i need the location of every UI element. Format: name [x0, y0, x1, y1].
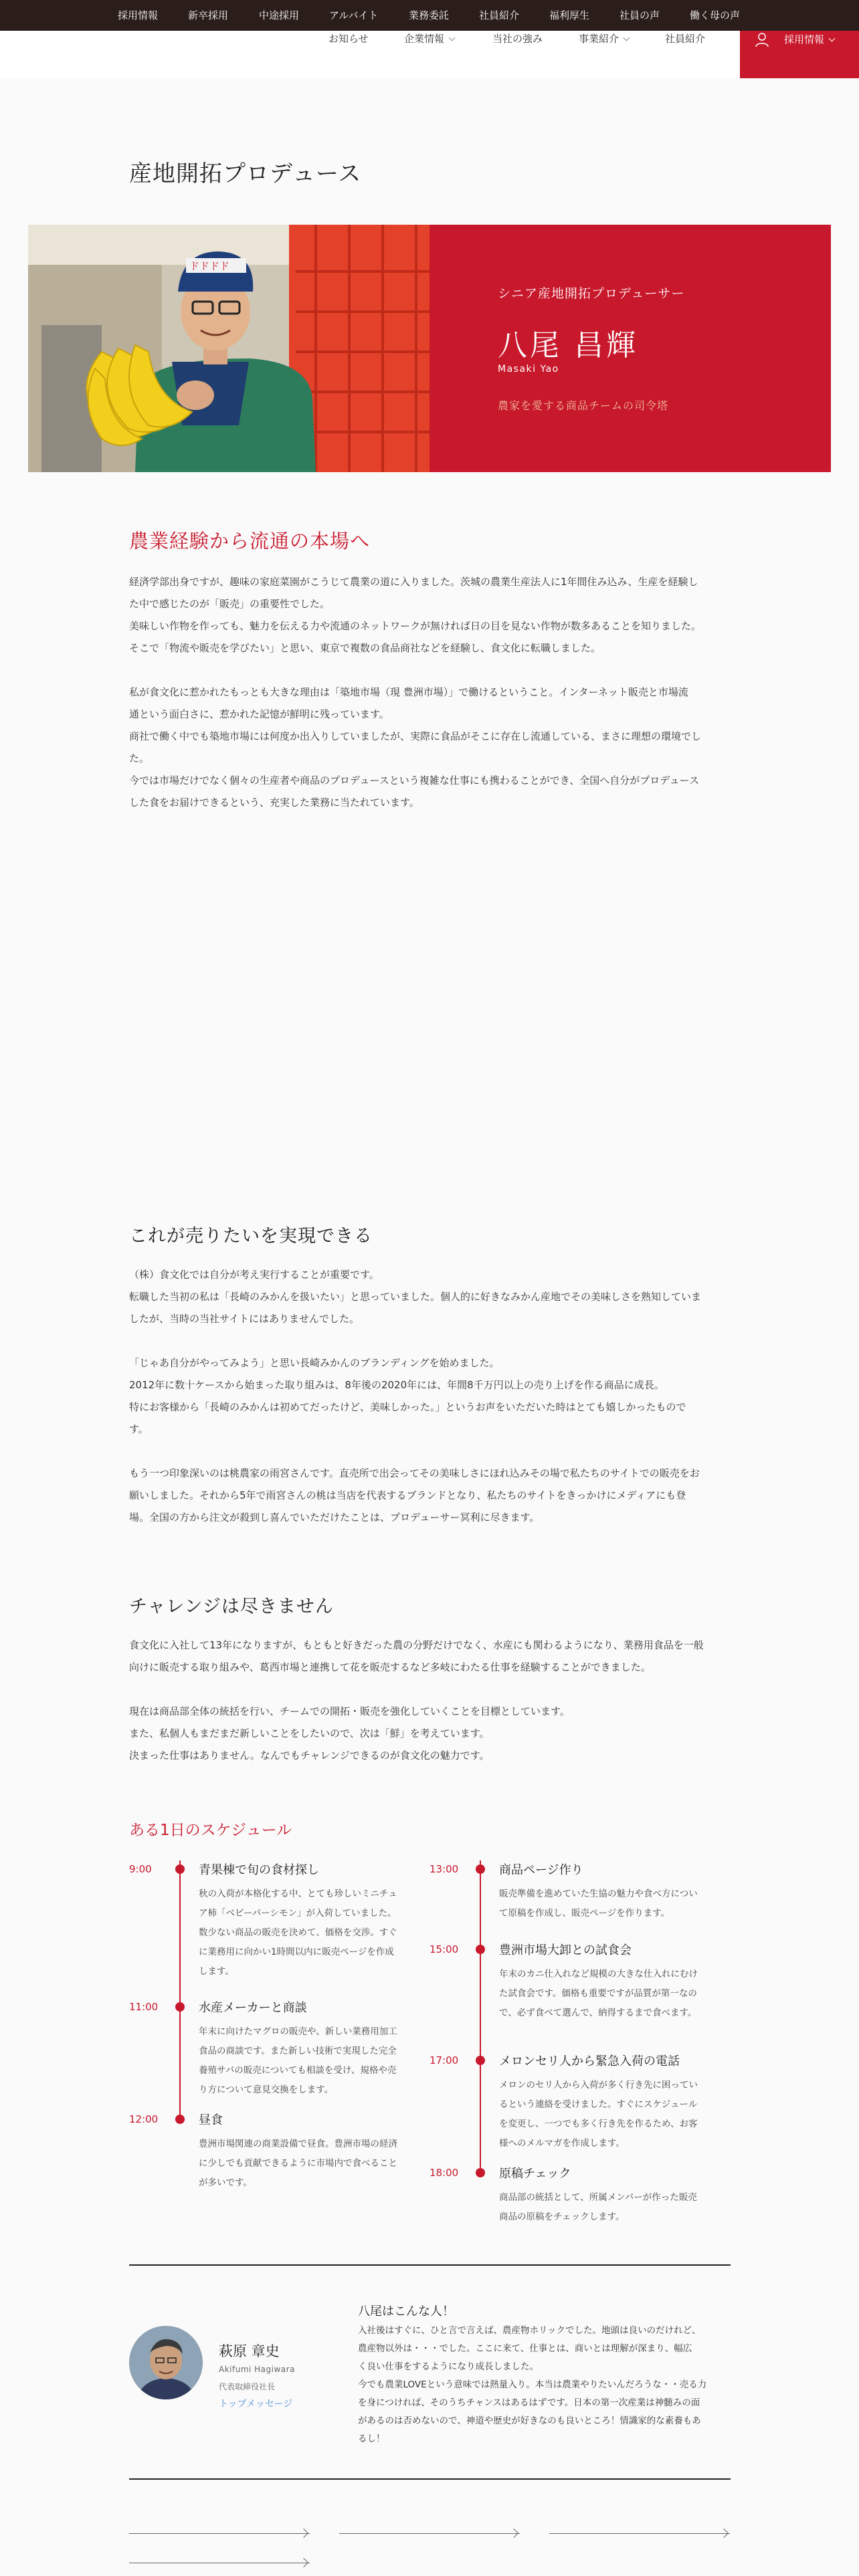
- schedule-description: 販売準備を進めていた生協の魅力や食べ方について原稿を作成し、販売ページを作ります。: [499, 1889, 698, 1919]
- schedule-heading-item: 水産メーカーと商談: [199, 2001, 307, 2015]
- recruit-info-button[interactable]: 採用情報: [740, 31, 859, 78]
- schedule-time: 15:00: [430, 1943, 459, 1955]
- top-nav-item[interactable]: 業務委託: [409, 9, 450, 21]
- body-line: 商社で働く中でも築地市場には何度か出入りしていましたが、実際に食品がそこに存在し流通している、まさに理想の環境でし: [129, 730, 702, 742]
- timeline-dot: [476, 1945, 485, 1954]
- schedule-heading-item: 青果棟で旬の食材探し: [199, 1863, 319, 1877]
- page-title: 産地開拓プロデュース: [129, 160, 362, 187]
- message-line: く良い仕事をするようになり成長しました。: [358, 2361, 539, 2372]
- sub-nav-company[interactable]: 企業情報: [404, 31, 454, 47]
- section-heading: これが売りたいを実現できる: [129, 1226, 373, 1247]
- schedule-heading-item: メロンセリ人から緊急入荷の電話: [499, 2054, 680, 2068]
- section-heading: 農業経験から流通の本場へ: [129, 530, 371, 552]
- body-line: また、私個人もまだまだ新しいことをしたいので、次は「鮮」を考えています。: [129, 1727, 490, 1739]
- hero-illustration: [28, 225, 430, 472]
- schedule-description: 年末に向けたマグロの販売や、新しい業務用加工食品の商談です。また新しい技術で実現した完全養殖サバの販売についても相談を受け、規格や売り方について意見交換をします。: [199, 2026, 397, 2095]
- sub-nav-business[interactable]: 事業紹介: [579, 31, 629, 47]
- schedule-time: 13:00: [430, 1863, 459, 1875]
- timeline-dot: [175, 1864, 185, 1874]
- timeline-dot: [476, 2056, 485, 2065]
- site-header: [0, 0, 859, 78]
- related-link[interactable]: [129, 2533, 310, 2535]
- body-line: したが、当時の当社サイトにはありませんでした。: [129, 1313, 359, 1325]
- body-line: 2012年に数十ケースから始まった取り組みは、8年後の2020年には、年間8千万円以上の売り上げを作る商品に成長。: [129, 1379, 664, 1391]
- top-nav-item[interactable]: 中途採用: [259, 9, 300, 21]
- profile-position: 代表取締役社長: [219, 2382, 276, 2391]
- hero-roman-name: Masaki Yao: [498, 364, 559, 374]
- top-nav-item[interactable]: 採用情報: [118, 9, 159, 21]
- schedule-description: メロンのセリ人から入荷が多く行き先に困っているという連絡を受けました。すぐにスケジュールを変更し、一つでも多く行き先を作るため、お客様へのメルマガを作成します。: [499, 2080, 698, 2149]
- chevron-down-icon: [449, 35, 456, 41]
- body-line: 「じゃあ自分がやってみよう」と思い長崎みかんのブランディングを始めました。: [129, 1357, 500, 1369]
- body-line: した食をお届けできるという、充実した業務に当たれています。: [129, 796, 419, 809]
- hero-tagline: 農家を愛する商品チームの司令塔: [498, 399, 669, 412]
- body-line: た。: [129, 752, 150, 764]
- divider: [129, 2478, 731, 2480]
- top-nav-item[interactable]: 社員の声: [619, 9, 660, 21]
- profile-name: 萩原 章史: [219, 2343, 280, 2359]
- top-nav-item[interactable]: 新卒採用: [188, 9, 229, 21]
- schedule-heading-item: 原稿チェック: [499, 2167, 571, 2181]
- body-line: た中で感じたのが「販売」の重要性でした。: [129, 598, 330, 610]
- message-line: 農産物以外は・・・でした。ここに来て、仕事とは、商いとは理解が深まり、幅広: [358, 2343, 692, 2354]
- sub-nav-strength[interactable]: 当社の強み: [492, 33, 543, 45]
- hero-panel: [430, 225, 831, 472]
- divider: [129, 2264, 731, 2266]
- hero-photo: [28, 225, 430, 472]
- chevron-right-icon: [299, 2529, 308, 2538]
- sub-nav-news[interactable]: お知らせ: [328, 33, 369, 45]
- svg-text:ドドドド: ドドドド: [189, 260, 230, 272]
- top-nav-item[interactable]: アルバイト: [329, 9, 379, 21]
- body-line: 経済学部出身ですが、趣味の家庭菜園がこうじて農業の道に入りました。茨城の農業生産法人に1年間住み込み、生産を経験し: [129, 576, 698, 588]
- schedule-heading-item: 商品ページ作り: [499, 1863, 583, 1877]
- body-line: 願いしました。それから5年で雨宮さんの桃は当店を代表するブランドとなり、私たちのサイトをきっかけにメディアにも登: [129, 1489, 686, 1501]
- body-line: 特にお客様から「長崎のみかんは初めてだったけど、美味しかった。」というお声をいただいた時はとても嬉しかったもので: [129, 1401, 686, 1413]
- body-line: 決まった仕事はありません。なんでもチャレンジできるのが食文化の魅力です。: [129, 1749, 490, 1761]
- message-heading: 八尾はこんな人！: [358, 2304, 454, 2319]
- schedule-description: 年末のカニ仕入れなど規模の大きな仕入れにむけた試食会です。価格も重要ですが品質が第一なので、必ず食べて選んで、納得するまで食べます。: [499, 1969, 698, 2018]
- schedule-right-column: [430, 1860, 710, 2222]
- top-nav-item[interactable]: 社員紹介: [479, 9, 520, 21]
- body-line: 通という面白さに、惹かれた記憶が鮮明に残っています。: [129, 708, 389, 720]
- timeline-dot: [476, 2168, 485, 2177]
- related-link[interactable]: [339, 2533, 520, 2535]
- body-line: そこで「物流や販売を学びたい」と思い、東京で複数の食品商社などを経験し、食文化に転職しました。: [129, 642, 601, 654]
- hero-name: 八尾 昌輝: [498, 328, 638, 362]
- top-nav-item[interactable]: 福利厚生: [549, 9, 590, 21]
- schedule-description: 商品部の統括として、所属メンバーが作った販売商品の原稿をチェックします。: [499, 2192, 697, 2222]
- chevron-right-icon: [299, 2558, 308, 2567]
- body-line: 場。全国の方から注文が殺到し喜んでいただけたことは、プロデューサー冥利に尽きます。: [129, 1511, 540, 1523]
- avatar-portrait: [129, 2326, 203, 2399]
- body-line: 美味しい作物を作っても、魅力を伝える力や流通のネットワークが無ければ日の目を見ない作物が数多あることを知りました。: [129, 620, 702, 632]
- top-nav-item[interactable]: 働く母の声: [690, 9, 741, 21]
- related-link[interactable]: [129, 2563, 310, 2564]
- message-line: を身につければ、そのうちチャンスはあるはずです。日本の第一次産業は神髄みの面: [358, 2397, 700, 2408]
- body-line: 今では市場だけでなく個々の生産者や商品のプロデュースという複雑な仕事にも携わることができ、全国へ自分がプロデュース: [129, 774, 700, 786]
- timeline-line: [480, 1860, 481, 2168]
- message-line: 今でも農業LOVEという意味では熱量入り。本当は農業やりたいんだろうな・・売る力: [358, 2379, 707, 2390]
- schedule-time: 12:00: [129, 2113, 159, 2125]
- body-line: 私が食文化に惹かれたもっとも大きな理由は「築地市場（現 豊洲市場）」で働けるということ。インターネット販売と市場流: [129, 686, 688, 698]
- chevron-down-icon: [624, 35, 630, 41]
- section-body: [129, 1634, 731, 1767]
- body-line: 転職した当初の私は「長崎のみかんを扱いたい」と思っていました。個人的に好きなみかん産地でその美味しさを熟知していま: [129, 1291, 702, 1303]
- timeline-line: [179, 1860, 181, 2115]
- message-line: があるのは否めないので、神道や歴史が好きなのも良いところ！情識家的な素養もあ: [358, 2416, 701, 2426]
- message-line: 入社後はすぐに、ひと言で言えば、農産物ホリックでした。地頭は良いのだけれど、: [358, 2325, 701, 2336]
- message-body: [358, 2322, 731, 2448]
- body-line: 向けに販売する取り組みや、葛西市場と連携して花を販売するなど多岐にわたる仕事を経験することができました。: [129, 1661, 651, 1673]
- top-message-link[interactable]: トップメッセージ: [219, 2399, 293, 2409]
- schedule-heading-item: 豊洲市場大卸との試食会: [499, 1943, 632, 1957]
- section-body: [129, 571, 731, 814]
- timeline-dot: [175, 2115, 185, 2124]
- top-nav-bar: [0, 0, 859, 31]
- schedule-time: 9:00: [129, 1863, 152, 1875]
- chevron-right-icon: [719, 2529, 729, 2538]
- hero-role: シニア産地開拓プロデューサー: [498, 286, 685, 301]
- body-line: もう一つ印象深いのは桃農家の雨宮さんです。直売所で出会ってその美味しさにほれ込みその場で私たちのサイトでの販売をお: [129, 1467, 700, 1479]
- sub-nav-staff[interactable]: 社員紹介: [665, 33, 706, 45]
- body-line: 食文化に入社して13年になりますが、もともと好きだった農の分野だけでなく、水産にも関わるようになり、業務用食品を一般: [129, 1639, 704, 1651]
- section-body: [129, 1264, 731, 1529]
- avatar: [129, 2326, 203, 2399]
- schedule-left-column: [129, 1860, 410, 2195]
- profile-roman-name: Akifumi Hagiwara: [219, 2365, 295, 2374]
- schedule-description: 豊洲市場関連の商業設備で昼食。豊洲市場の経済に少しでも貢献できるように市場内で食べることが多いです。: [199, 2139, 397, 2188]
- body-line: す。: [129, 1423, 149, 1435]
- schedule-description: 秋の入荷が本格化する中、とても珍しいミニチュア柿「ベビーパーシモン」が入荷していました。数少ない商品の販売を決めて、価格を交渉。すぐに業務用に向かい1時間以内に販売ページを作成します。: [199, 1889, 397, 1977]
- body-line: 現在は商品部全体の統括を行い、チームでの開拓・販売を強化していくことを目標としています。: [129, 1705, 570, 1717]
- body-line: （株）食文化では自分が考え実行することが重要です。: [129, 1269, 379, 1281]
- section-heading: チャレンジは尽きません: [129, 1596, 334, 1617]
- chevron-right-icon: [509, 2529, 518, 2538]
- schedule-time: 17:00: [430, 2054, 459, 2066]
- schedule-heading: ある1日のスケジュール: [129, 1822, 292, 1839]
- schedule-time: 18:00: [430, 2167, 459, 2179]
- schedule-heading-item: 昼食: [199, 2113, 223, 2127]
- chevron-down-icon: [829, 35, 836, 42]
- message-line: るし！: [358, 2434, 385, 2444]
- schedule-time: 11:00: [129, 2001, 159, 2013]
- timeline-dot: [175, 2002, 185, 2012]
- timeline-dot: [476, 1864, 485, 1874]
- user-icon: [755, 31, 769, 48]
- related-link[interactable]: [549, 2533, 730, 2535]
